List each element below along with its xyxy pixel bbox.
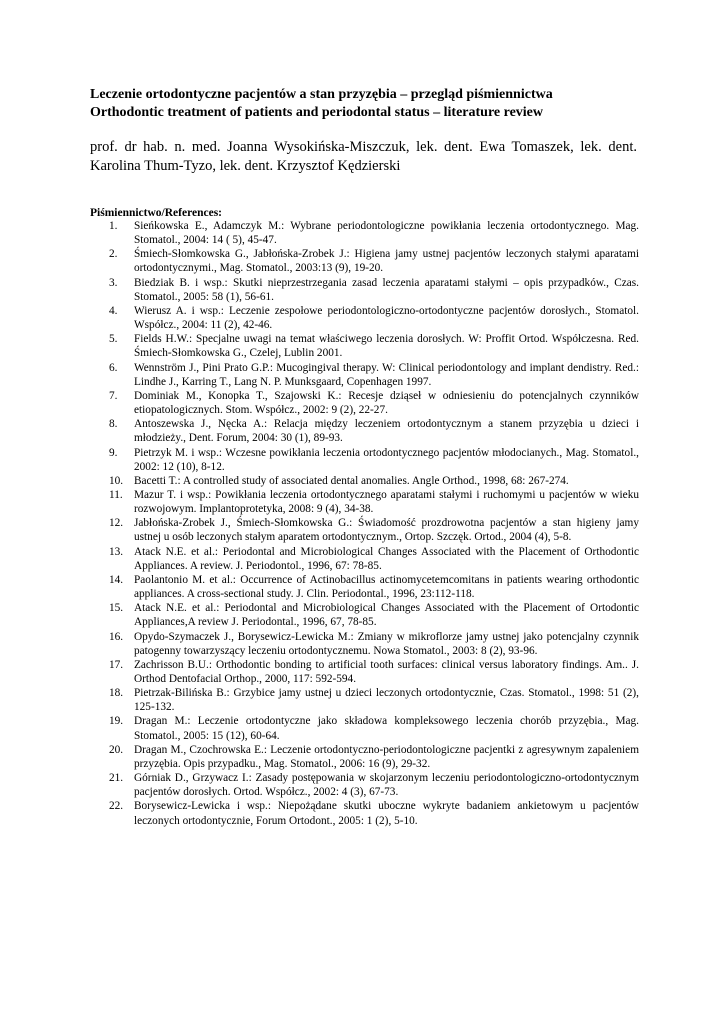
reference-text: Bacetti T.: A controlled study of associated dental anomalies. Angle Orthod., 1998, 68: 267-274. <box>134 474 569 487</box>
reference-item <box>90 686 639 714</box>
author-list: prof. dr hab. n. med. Joanna Wysokińska-Miszczuk, lek. dent. Ewa Tomaszek, lek. dent. Karolina Thum-Tyzo, lek. dent. Krzysztof Kędzierski <box>90 139 637 174</box>
reference-number: 11. <box>109 488 123 501</box>
reference-item <box>90 743 639 771</box>
reference-number: 16. <box>109 630 124 643</box>
reference-number: 10. <box>109 474 124 487</box>
reference-number: 20. <box>109 743 124 756</box>
reference-item <box>90 714 639 742</box>
reference-item <box>90 488 639 516</box>
reference-number: 17. <box>109 658 124 671</box>
title-english: Orthodontic treatment of patients and periodontal status – literature review <box>90 105 544 120</box>
reference-item <box>90 361 639 389</box>
reference-number: 6. <box>109 361 118 374</box>
reference-text: Górniak D., Grzywacz I.: Zasady postępowania w skojarzonym leczeniu periodontologiczno-ortodontycznym pacjentów dorosłych. Ortod. Współcz., 2002: 4 (3), 67-73. <box>134 772 639 799</box>
reference-number: 19. <box>109 715 124 728</box>
reference-number: 3. <box>109 276 118 289</box>
reference-number: 4. <box>109 304 118 317</box>
reference-text: Fields H.W.: Specjalne uwagi na temat właściwego leczenia dorosłych. W: Proffit Ortod. Współczesna. Red. Śmiech-Słomkowska G., Czelej, Lublin 2001. <box>134 333 639 360</box>
reference-text: Wierusz A. i wsp.: Leczenie zespołowe periodontologiczno-ortodontyczne pacjentów dorosłych., Stomatol. Współcz., 2004: 11 (2), 42-46. <box>134 304 639 332</box>
reference-number: 15. <box>109 602 124 615</box>
reference-item <box>90 219 639 247</box>
reference-number: 18. <box>109 687 124 700</box>
reference-text: Pietrzak-Bilińska B.: Grzybice jamy ustnej u dzieci leczonych ortodontycznie, Czas. Stomatol., 1998: 51 (2), 125-132. <box>134 687 639 714</box>
reference-text: Opydo-Szymaczek J., Borysewicz-Lewicka M.: Zmiany w mikroflorze jamy ustnej jako potencjalny czynnik patogenny towarzyszący leczeniu ortodontycznemu. Nowa Stomatol., 2003: 8 (2), 93-96. <box>134 630 639 657</box>
reference-number: 22. <box>109 800 124 813</box>
reference-item <box>90 446 639 474</box>
reference-item <box>90 573 639 601</box>
reference-text: Wennström J., Pini Prato G.P.: Mucogingival therapy. W: Clinical periodontology and implant dendistry. Red.: Lindhe J., Karring T., Lang N. P. Munksgaard, Copenhagen 1997. <box>134 361 639 388</box>
reference-text: Dragan M.: Leczenie ortodontyczne jako składowa kompleksowego leczenia chorób przyzębia., Mag. Stomatol., 2005: 15 (12), 60-64. <box>134 715 639 742</box>
reference-item <box>90 247 639 275</box>
reference-number: 21. <box>109 772 124 785</box>
reference-number: 9. <box>109 446 118 459</box>
reference-item <box>90 276 639 304</box>
reference-item <box>90 304 639 332</box>
reference-item <box>90 771 639 799</box>
title-block <box>90 86 650 122</box>
reference-number: 12. <box>109 517 124 530</box>
reference-number: 5. <box>109 333 118 346</box>
reference-item <box>90 474 639 488</box>
reference-item <box>90 630 639 658</box>
reference-text: Atack N.E. et al.: Periodontal and Microbiological Changes Associated with the Placement of Ortodontic Appliances,A review J. Periodontal., 1996, 67, 78-85. <box>134 602 639 629</box>
reference-text: Pietrzyk M. i wsp.: Wczesne powikłania leczenia ortodontycznego pacjentów młodocianych., Mag. Stomatol., 2002: 12 (10), 8-12. <box>134 446 639 473</box>
reference-item <box>90 658 639 686</box>
reference-text: Dominiak M., Konopka T., Szajowski K.: Recesje dziąseł w odniesieniu do potencjalnych czynników etiopatologicznych. Stom. Współcz., 2002: 9 (2), 22-27. <box>134 389 639 417</box>
reference-number: 13. <box>109 545 124 558</box>
reference-number: 14. <box>109 573 124 586</box>
reference-item <box>90 516 639 544</box>
reference-text: Antoszewska J., Nęcka A.: Relacja między leczeniem ortodontycznym a stanem przyzębia u dzieci i młodzieży., Dent. Forum, 2004: 30 (1), 89-93. <box>134 418 639 445</box>
reference-item <box>90 545 639 573</box>
reference-text: Jabłońska-Zrobek J., Śmiech-Słomkowska G.: Świadomość prozdrowotna pacjentów a stan higieny jamy ustnej u osób leczonych stałym aparatem ortodontycznym., Ortop. Szczęk. Ortod., 2004 (4), 5-8. <box>134 517 639 544</box>
reference-item <box>90 417 639 445</box>
reference-text: Borysewicz-Lewicka i wsp.: Niepożądane skutki uboczne wykryte badaniem ankietowym u pacjentów leczonych ortodontycznie, Forum Ortodont., 2005: 1 (2), 5-10. <box>134 800 639 827</box>
references-heading: Piśmiennictwo/References: <box>90 207 222 219</box>
reference-item <box>90 332 639 360</box>
reference-text: Mazur T. i wsp.: Powikłania leczenia ortodontycznego aparatami stałymi i ruchomymi u pacjentów w wieku rozwojowym. Implantoprotetyka, 2008: 9 (4), 34-38. <box>134 488 639 516</box>
reference-text: Dragan M., Czochrowska E.: Leczenie ortodontyczno-periodontologiczne pacjentki z agresywnym zapaleniem przyzębia. Opis przypadku., Mag. Stomatol., 2006: 16 (9), 29-32. <box>134 743 639 770</box>
reference-number: 8. <box>109 418 118 431</box>
reference-list <box>90 219 639 828</box>
reference-number: 7. <box>109 389 118 402</box>
reference-text: Zachrisson B.U.: Orthodontic bonding to artificial tooth surfaces: clinical versus laboratory findings. Am.. J. Orthod Dentofacial Orthop., 2000, 117: 592-594. <box>134 658 639 685</box>
reference-text: Sieńkowska E., Adamczyk M.: Wybrane periodontologiczne powikłania leczenia ortodontycznego. Mag. Stomatol., 2004: 14 ( 5), 45-47. <box>134 220 639 247</box>
reference-text: Atack N.E. et al.: Periodontal and Microbiological Changes Associated with the Placement of Orthodontic Appliances. A review. J. Periodontol., 1996, 67: 78-85. <box>134 545 639 572</box>
reference-text: Śmiech-Słomkowska G., Jabłońska-Zrobek J.: Higiena jamy ustnej pacjentów leczonych stałymi aparatami ortodontycznymi., Mag. Stomatol., 2003:13 (9), 19-20. <box>134 248 639 275</box>
reference-item <box>90 601 639 629</box>
reference-number: 1. <box>109 220 118 232</box>
reference-item <box>90 389 639 417</box>
reference-number: 2. <box>109 248 118 261</box>
title-polish: Leczenie ortodontyczne pacjentów a stan przyzębia – przegląd piśmiennictwa <box>90 87 553 102</box>
reference-text: Paolantonio M. et al.: Occurrence of Actinobacillus actinomycetemcomitans in patients wearing orthodontic appliances. A cross-sectional study. J. Clin. Periodontal., 1996, 23:112-118. <box>134 573 639 601</box>
reference-text: Biedziak B. i wsp.: Skutki nieprzestrzegania zasad leczenia aparatami stałymi – opis przypadków., Czas. Stomatol., 2005: 58 (1), 56-61. <box>134 276 639 303</box>
reference-item <box>90 799 639 827</box>
